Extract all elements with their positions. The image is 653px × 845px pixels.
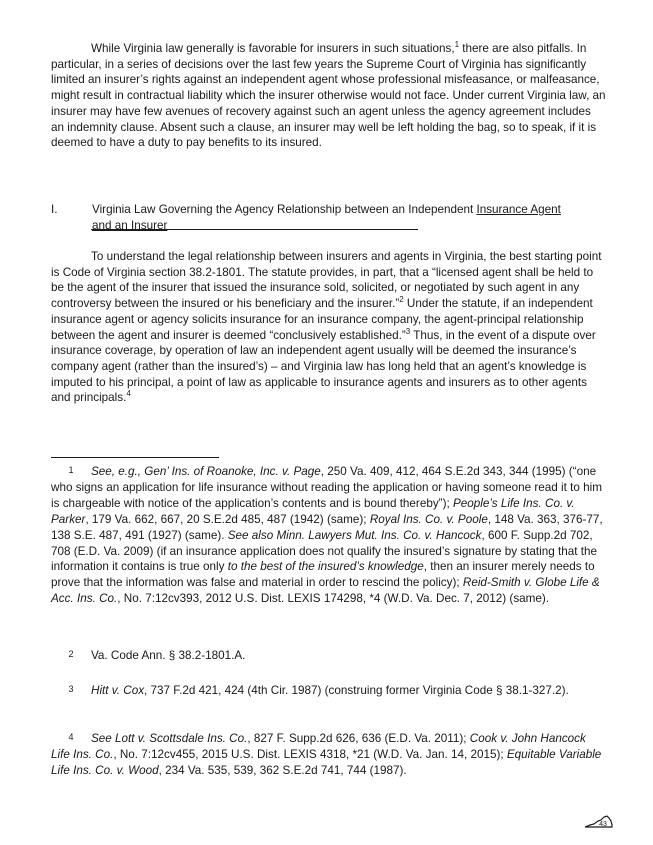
paragraph-intro-text-cont: there are also pitfalls. In particular, in a series of decisions over the last few years the Supreme Court of Virginia has significantly limited an insurer’s rights against an independent agent whose professional misfeasance, or malfeasance, might result in contractual liability which the insurer otherwise would not face. Under current Virginia law, an insurer may have few avenues of recovery against such an agent unless the agency agreement includes an indemnity clause. Absent such a clause, an insurer may well be left holding the bag, so to speak, if it is deemed to have a duty to pay benefits to its insured. (51, 42, 606, 150)
section-title-part-a: Virginia Law Governing the Agency Relationship between an Independent (92, 203, 477, 216)
footnote-4-mark: 4 (68, 732, 74, 742)
footnote-ref-3[interactable]: 3 (405, 326, 411, 336)
page-number-mark (584, 812, 614, 830)
footnote-ref-1[interactable]: 1 (454, 40, 460, 50)
citation-italic: People’s Life Ins. Co. v. Parker (51, 496, 575, 526)
footnote-2-mark: 2 (68, 649, 74, 659)
citation-text: , then an insurer merely needs to prove that the information was false and material in order to rescind the policy); (51, 560, 595, 590)
citation-italic: See also Minn. Lawyers Mut. Ins. Co. v. Hancock (227, 528, 482, 542)
paragraph-intro (51, 41, 606, 151)
footnote-2 (51, 648, 606, 664)
footnote-1-mark: 1 (68, 465, 74, 475)
paragraph-intro-text: While Virginia law generally is favorable for insurers in such situations, (91, 42, 455, 55)
paragraph-statute (51, 249, 606, 406)
citation-text: , 148 Va. 363, 376-77, 138 S.E. 487, 491 (1927) (same). (51, 512, 603, 542)
citation-italic: Equitable Variable Life Ins. Co. v. Wood (51, 747, 602, 777)
footnote-separator (51, 457, 219, 458)
footnote-3 (51, 683, 606, 699)
section-title-part-b: Insurance Agent and an Insurer (92, 203, 561, 232)
citation-text: Va. Code Ann. § 38.2-1801.A. (91, 649, 246, 662)
citation-italic: See, e.g., Gen’ Ins. of Roanoke, Inc. v. Page (91, 465, 321, 478)
footnote-1 (51, 464, 606, 607)
citation-text: , 827 F. Supp.2d 626, 636 (E.D. Va. 2011); (247, 732, 470, 745)
citation-italic: Hitt v. Cox (91, 684, 145, 697)
heading-underline (91, 229, 418, 230)
page-number: 43 (599, 821, 607, 828)
citation-text: , 179 Va. 662, 667, 20 S.E.2d 485, 487 (1942) (same); (85, 512, 370, 526)
citation-italic: Reid-Smith v. Globe Life & Acc. Ins. Co. (51, 576, 600, 606)
footnote-3-mark: 3 (68, 684, 74, 694)
paragraph-statute-text-cont: Under the statute, if an independent insurance agent or agency solicits insurance for an insurance company, the agent-principal relationship between the agent and insurer is deemed “conclusively established.” (51, 297, 593, 342)
citation-text: , No. 7:12cv455, 2015 U.S. Dist. LEXIS 4318, *21 (W.D. Va. Jan. 14, 2015); (113, 747, 507, 761)
citation-italic: Cook v. John Hancock Life Ins. Co. (51, 732, 586, 761)
citation-text: , No. 7:12cv393, 2012 U.S. Dist. LEXIS 174298, *4 (W.D. Va. Dec. 7, 2012) (same). (117, 592, 550, 606)
section-number: I. (51, 203, 58, 216)
footnote-ref-2[interactable]: 2 (399, 295, 404, 305)
citation-text: , 600 F. Supp.2d 702, 708 (E.D. Va. 2009) (if an insurance application does not qualify the insured’s signature by stating that the information it contains is true only (51, 528, 597, 574)
citation-text: , 737 F.2d 421, 424 (4th Cir. 1987) (construing former Virginia Code § 38.1-327.2). (144, 684, 569, 697)
citation-italic: See Lott v. Scottsdale Ins. Co. (91, 732, 248, 745)
citation-text: , 250 Va. 409, 412, 464 S.E.2d 343, 344 (1995) (“one who signs an application for life insurance without reading the application or having someone read it to him is chargeable with notice of the application’s contents and is bound thereby”); (51, 465, 602, 510)
footnote-ref-4[interactable]: 4 (126, 389, 131, 399)
citation-text: , 234 Va. 535, 539, 362 S.E.2d 741, 744 (1987). (158, 763, 407, 777)
footnote-4 (51, 731, 606, 779)
paragraph-statute-text-end: Thus, in the event of a dispute over insurance coverage, by operation of law an independent agent usually will be deemed the insurance’s company agent (rather than the insured’s) – and Virginia law has long held that an agent’s knowledge is imputed to his principal, a point of law as applicable to insurance agents and insurers as to other agents and principals. (51, 328, 596, 405)
citation-italic: Royal Ins. Co. v. Poole (369, 512, 488, 526)
virginia-outline-icon (584, 812, 614, 830)
paragraph-statute-text: To understand the legal relationship between insurers and agents in Virginia, the best starting point is Code of Virginia section 38.2-1801. The statute provides, in part, that a “licensed agent shall be held to be the agent of the insurer that issued the insurance sold, solicited, or negotiated by such agent in any controversy between the insured or his beneficiary and the insurer.” (51, 250, 602, 311)
citation-italic: to the best of the insured’s knowledge (227, 560, 424, 574)
